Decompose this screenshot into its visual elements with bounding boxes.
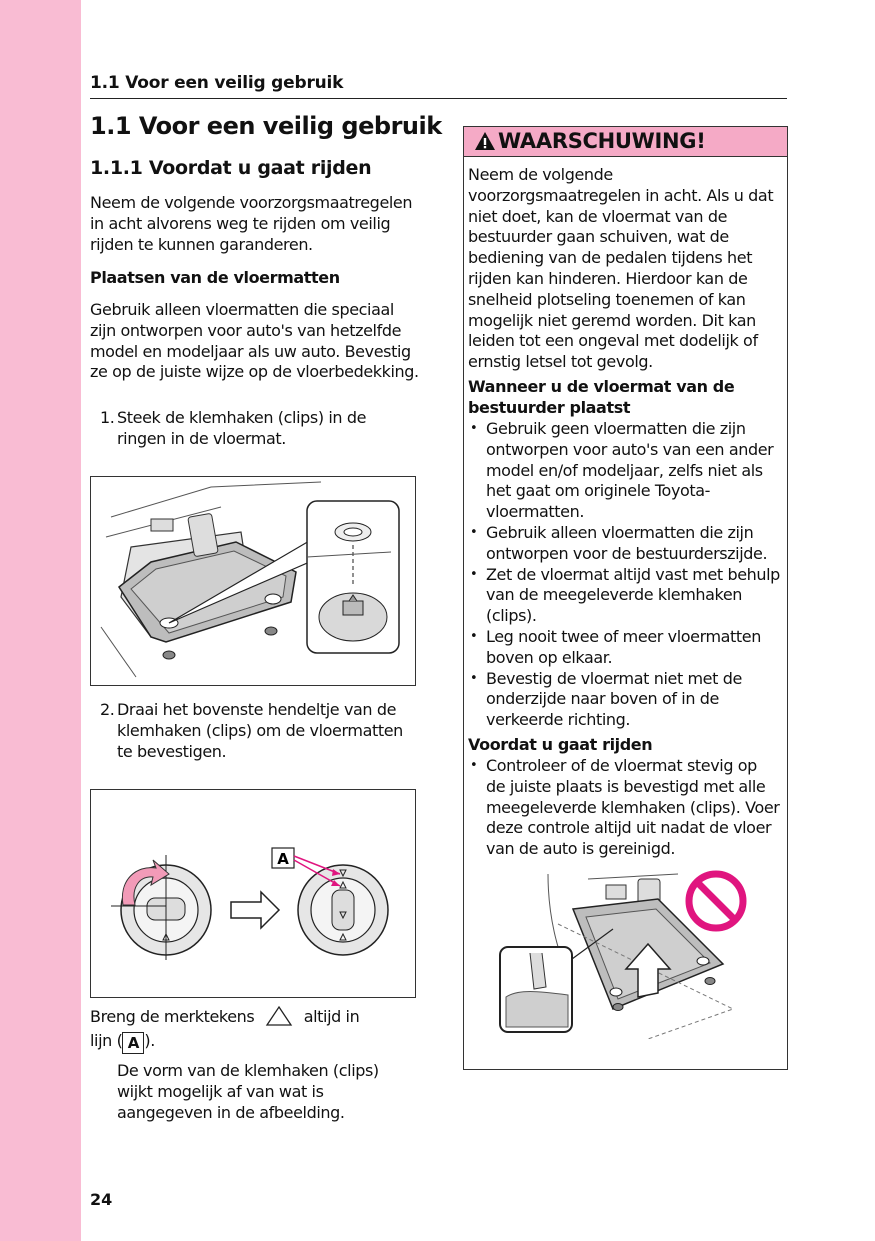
list-item: • Gebruik geen vloermatten die zijn ontworpen voor auto's van een ander model en/of modeljaar, zelfs niet als het gaat om originele Toyota-vloermatten. [468,419,780,523]
floor-mat-illustration [91,477,415,685]
step-text: Steek de klemhaken (clips) in de ringen in de vloermat. [117,408,367,448]
list-item: • Leg nooit twee of meer vloermatten boven op elkaar. [468,627,780,669]
warning-section-1-list [468,419,780,731]
caption-text-3: lijn ( [90,1031,123,1050]
intro-paragraph: Neem de volgende voorzorgsmaatregelen in acht alvorens weg te rijden om veilig rijden te kunnen garanderen. [90,193,413,254]
warning-section-2-title: Voordat u gaat rijden [468,735,653,754]
warning-title: WAARSCHUWING! [498,129,706,153]
clip-rotation-illustration [91,790,415,997]
triangle-mark-icon [265,1005,293,1027]
warning-header [464,127,787,157]
list-item: • Zet de vloermat altijd vast met behulp van de meegeleverde klemhaken (clips). [468,565,780,627]
figure-clip-rotation [90,789,416,998]
mats-paragraph: Gebruik alleen vloermatten die speciaal zijn ontworpen voor auto's van hetzelfde model en modeljaar als uw auto. Bevestig ze op de juiste wijze op de vloerbedekking. [90,300,419,382]
warning-intro: Neem de volgende voorzorgsmaatregelen in acht. Als u dat niet doet, kan de vloermat van de bestuurder gaan schuiven, wat de bediening van de pedalen tijdens het rijden kan hinderen. Hierdoor kan de snelheid plotseling toenemen of kan mogelijk niet geremd worden. Dit kan leiden tot een ongeval met dodelijk of ernstig letsel tot gevolg. [468,165,774,372]
warning-section-1-title: Wanneer u de vloermat van de bestuurder plaatst [468,377,735,417]
figure-clip-insertion [90,476,416,686]
warning-illustration [498,869,753,1039]
clip-shape-note: De vorm van de klemhaken (clips) wijkt mogelijk af van wat is aangegeven in de afbeelding. [117,1061,379,1122]
figure-label-a: A [277,850,289,868]
step-number: 1. [100,408,115,427]
warning-triangle-icon [474,131,496,151]
section-title: 1.1.1 Voordat u gaat rijden [90,157,372,179]
caption-text-1: Breng de merktekens [90,1007,255,1026]
warning-box [463,126,788,1070]
step-text: Draai het bovenste hendeltje van de klemhaken (clips) om de vloermatten te bevestigen. [117,700,403,761]
caption-text-2: altijd in [303,1007,360,1026]
step-2 [100,700,410,762]
page-title: 1.1 Voor een veilig gebruik [90,112,442,140]
caption-text-4: ). [144,1031,155,1050]
list-item: • Bevestig de vloermat niet met de onderzijde naar boven of in de verkeerde richting. [468,669,780,731]
step-1 [100,408,410,450]
step-number: 2. [100,700,115,719]
alignment-caption [90,1005,420,1054]
header-divider [90,98,787,99]
side-color-tab [0,0,81,1241]
warning-section-2-list [468,756,780,860]
label-a-box: A [122,1032,144,1054]
mats-heading: Plaatsen van de vloermatten [90,268,340,287]
list-item: • Controleer of de vloermat stevig op de juiste plaats is bevestigd met alle meegeleverde klemhaken (clips). Voer deze controle altijd uit nadat de vloer van de auto is gereinigd. [468,756,780,860]
page-number: 24 [90,1190,113,1209]
running-header: 1.1 Voor een veilig gebruik [90,73,344,93]
list-item: • Gebruik alleen vloermatten die zijn ontworpen voor de bestuurderszijde. [468,523,780,565]
